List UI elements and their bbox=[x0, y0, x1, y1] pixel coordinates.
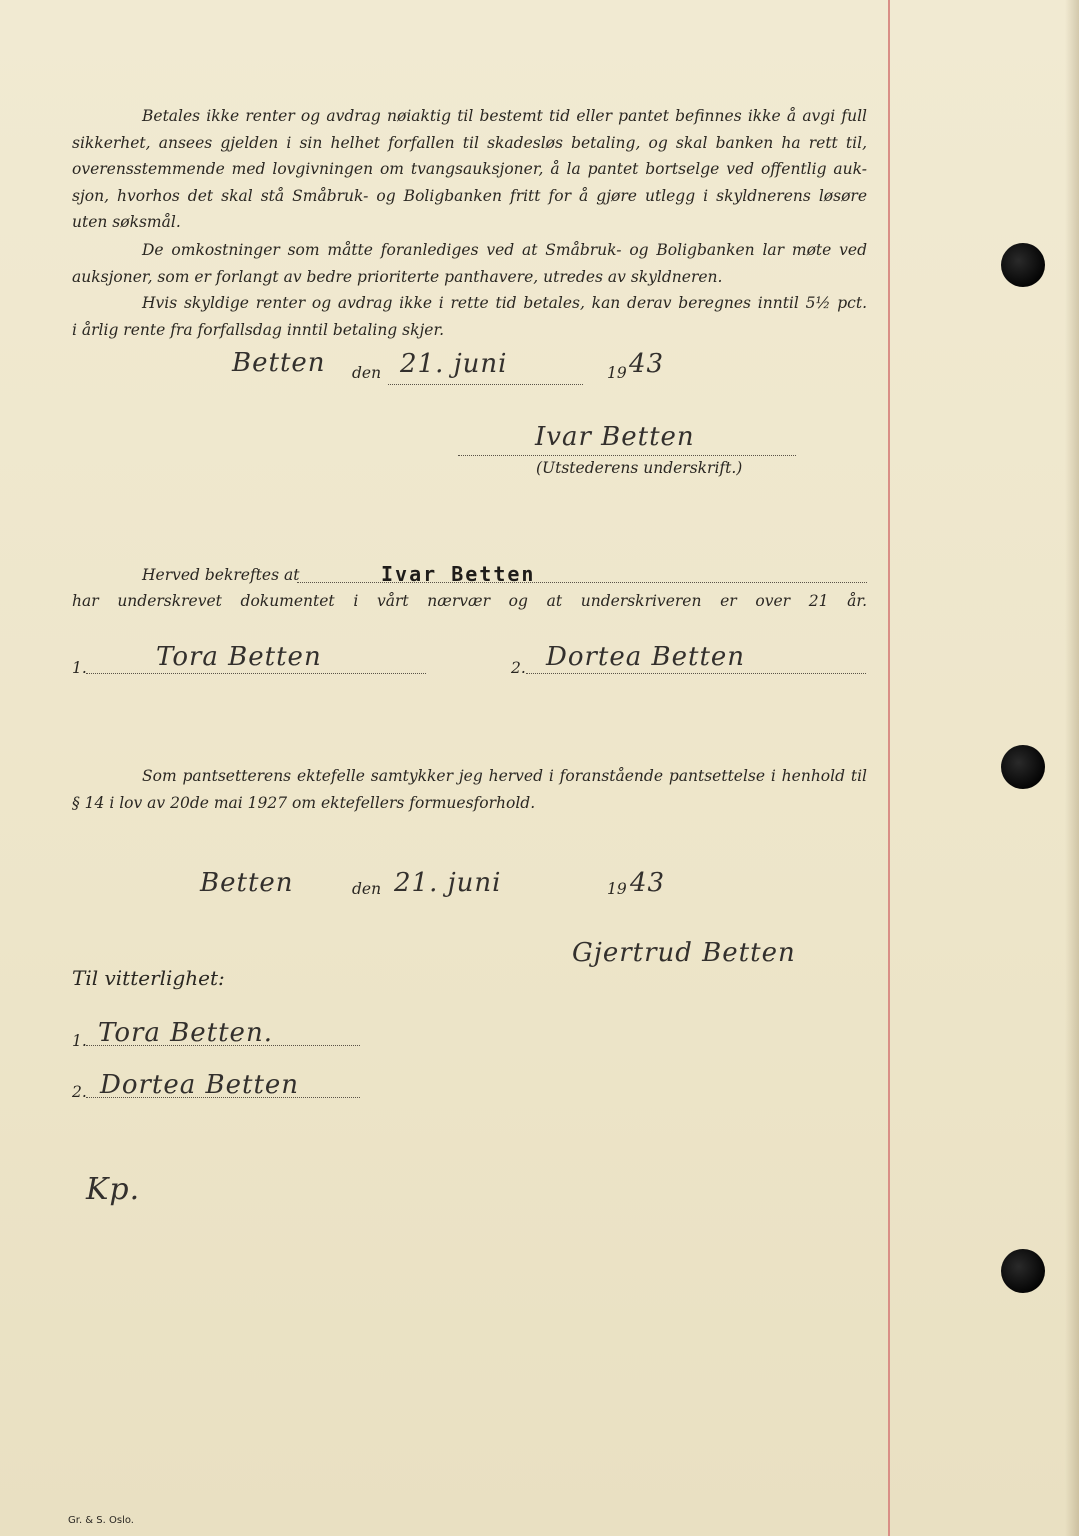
text-line: sikkerhet, ansees gjelden i sin helhet forfallen til skadesløs betaling, og skal banken ha rett til, bbox=[72, 133, 867, 152]
printer-footer: Gr. & S. Oslo. bbox=[68, 1515, 134, 1526]
punch-hole bbox=[1001, 1249, 1045, 1293]
text-line: De omkostninger som måtte foranlediges ved at Småbruk- og Boligbanken lar møte ved bbox=[142, 241, 867, 259]
text-line: uten søksmål. bbox=[72, 213, 181, 232]
typed-name: Ivar Betten bbox=[381, 562, 536, 586]
dotted-line bbox=[388, 384, 583, 385]
vitterlighet-number-1: 1. bbox=[72, 1032, 87, 1050]
text-line: sjon, hvorhos det skal stå Småbruk- og Boligbanken fritt for å gjøre utlegg i skyldnerens løsøre bbox=[72, 186, 867, 205]
place-handwritten: Betten bbox=[232, 348, 326, 378]
margin-line bbox=[888, 0, 890, 1536]
page-edge bbox=[1065, 0, 1079, 1536]
witness-signature-1: Tora Betten bbox=[156, 642, 322, 672]
year-prefix: 19 bbox=[607, 364, 627, 382]
year-handwritten-2: 43 bbox=[630, 868, 666, 898]
vitterlighet-title: Til vitterlighet: bbox=[72, 966, 225, 990]
dotted-line bbox=[458, 455, 796, 456]
paragraph-default-terms bbox=[72, 103, 867, 236]
den-label-2: den bbox=[352, 880, 382, 898]
paragraph-spouse-consent bbox=[72, 763, 867, 816]
witness-number-1: 1. bbox=[72, 659, 87, 677]
witness-line2: har underskrevet dokumentet i vårt nærvær og at underskriveren er over 21 år. bbox=[72, 592, 867, 610]
date-handwritten: 21. juni bbox=[400, 349, 508, 379]
punch-hole bbox=[1001, 243, 1045, 287]
paragraph-costs bbox=[72, 237, 867, 290]
vitterlighet-signature-1: Tora Betten. bbox=[98, 1018, 273, 1048]
date-handwritten-2: 21. juni bbox=[394, 868, 502, 898]
issuer-signature: Ivar Betten bbox=[535, 422, 695, 452]
margin-note: Kp. bbox=[86, 1172, 141, 1207]
vitterlighet-signature-2: Dortea Betten bbox=[100, 1070, 300, 1100]
witness-intro: Herved bekreftes at bbox=[142, 566, 300, 584]
dotted-line bbox=[86, 673, 426, 674]
paragraph-interest bbox=[72, 290, 867, 343]
spouse-signature: Gjertrud Betten bbox=[572, 938, 796, 968]
text-line: i årlig rente fra forfallsdag inntil betaling skjer. bbox=[72, 320, 445, 339]
text-line: overensstemmende med lovgivningen om tvangsauksjoner, å la pantet bortselge ved offentlig auk- bbox=[72, 160, 867, 179]
place-handwritten-2: Betten bbox=[200, 868, 294, 898]
text-line: Betales ikke renter og avdrag nøiaktig til bestemt tid eller pantet befinnes ikke å avgi full bbox=[142, 107, 867, 125]
witness-signature-2: Dortea Betten bbox=[546, 642, 746, 672]
year-handwritten: 43 bbox=[629, 349, 665, 379]
text-line: auksjoner, som er forlangt av bedre prioriterte panthavere, utredes av skyldneren. bbox=[72, 267, 723, 286]
bleed-through bbox=[50, 40, 370, 80]
year-prefix-2: 19 bbox=[607, 880, 627, 898]
issuer-caption: (Utstederens underskrift.) bbox=[536, 459, 743, 477]
dotted-line bbox=[526, 673, 866, 674]
den-label: den bbox=[352, 364, 382, 382]
text-line: § 14 i lov av 20de mai 1927 om ektefellers formuesforhold. bbox=[72, 793, 536, 812]
vitterlighet-number-2: 2. bbox=[72, 1083, 87, 1101]
punch-hole bbox=[1001, 745, 1045, 789]
text-line: Hvis skyldige renter og avdrag ikke i rette tid betales, kan derav beregnes inntil 5½ pct. bbox=[142, 294, 867, 312]
text-line: Som pantsetterens ektefelle samtykker jeg herved i foranstående pantsettelse i henhold til bbox=[142, 767, 867, 785]
witness-number-2: 2. bbox=[511, 659, 526, 677]
